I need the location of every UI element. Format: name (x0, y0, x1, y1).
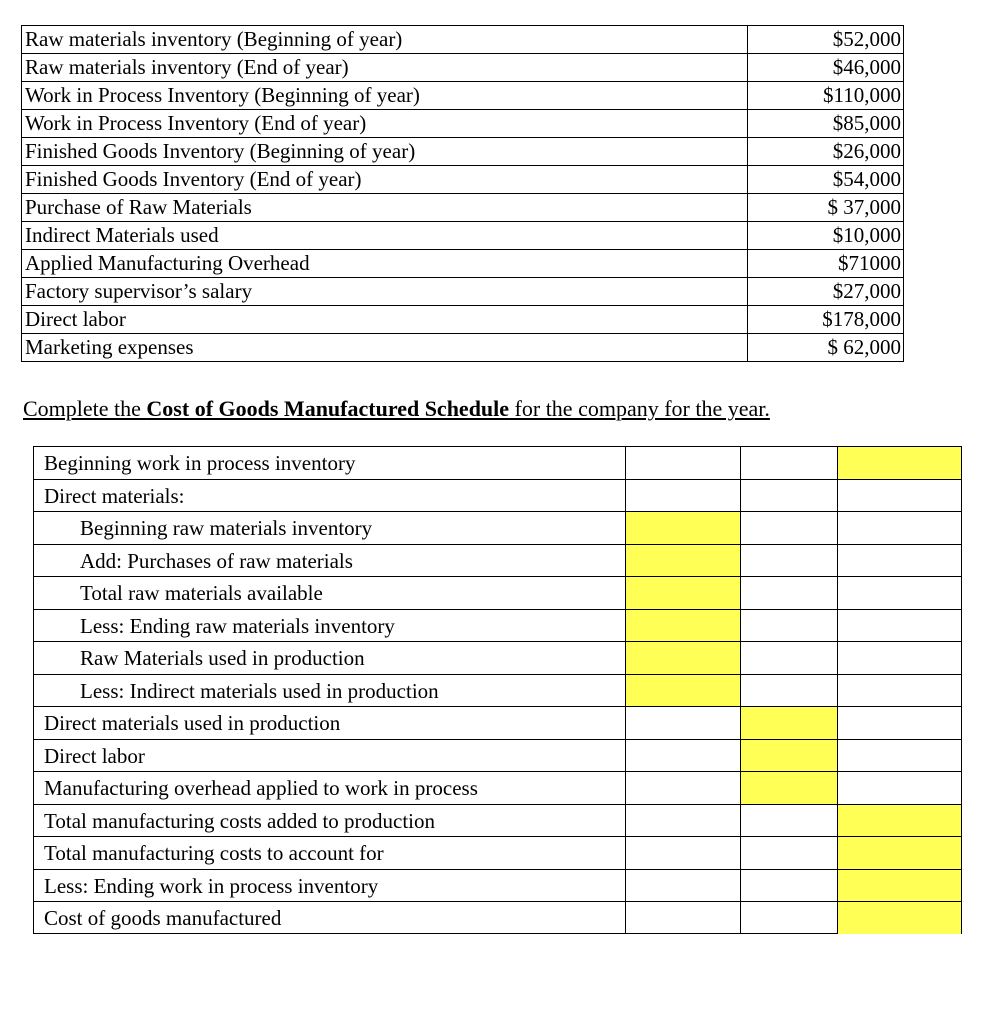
row-amount: $46,000 (748, 54, 904, 82)
answer-input-cell[interactable] (625, 674, 740, 707)
schedule-row (33, 479, 962, 512)
schedule-cell (740, 641, 837, 674)
row-label: Raw materials inventory (End of year) (22, 54, 748, 82)
schedule-cell (740, 479, 837, 512)
schedule-row-label: Raw Materials used in production (33, 641, 625, 674)
schedule-row-label: Add: Purchases of raw materials (33, 544, 625, 577)
row-amount: $54,000 (748, 166, 904, 194)
schedule-row (33, 901, 962, 934)
table-row (22, 166, 904, 194)
row-label: Finished Goods Inventory (Beginning of year) (22, 138, 748, 166)
row-amount: $10,000 (748, 222, 904, 250)
row-amount: $71000 (748, 250, 904, 278)
table-row (22, 110, 904, 138)
table-row (22, 250, 904, 278)
schedule-row (33, 869, 962, 902)
schedule-cell (625, 869, 740, 902)
schedule-cell (625, 739, 740, 772)
schedule-cell (837, 706, 962, 739)
schedule-row (33, 739, 962, 772)
row-amount: $27,000 (748, 278, 904, 306)
table-row (22, 54, 904, 82)
schedule-row-label: Less: Ending raw materials inventory (33, 609, 625, 642)
answer-input-cell[interactable] (837, 804, 962, 837)
row-label: Indirect Materials used (22, 222, 748, 250)
table-row (22, 82, 904, 110)
row-amount: $110,000 (748, 82, 904, 110)
row-label: Marketing expenses (22, 334, 748, 362)
schedule-row-label: Less: Ending work in process inventory (33, 869, 625, 902)
row-amount: $ 37,000 (748, 194, 904, 222)
answer-input-cell[interactable] (740, 706, 837, 739)
schedule-cell (740, 674, 837, 707)
schedule-row (33, 511, 962, 544)
schedule-cell (837, 739, 962, 772)
schedule-cell (837, 511, 962, 544)
answer-input-cell[interactable] (837, 446, 962, 479)
answer-input-cell[interactable] (625, 511, 740, 544)
cogm-schedule (33, 446, 962, 934)
schedule-cell (740, 446, 837, 479)
schedule-row-label: Total manufacturing costs to account for (33, 836, 625, 869)
schedule-row-label: Beginning raw materials inventory (33, 511, 625, 544)
answer-input-cell[interactable] (625, 609, 740, 642)
schedule-row-label: Total raw materials available (33, 576, 625, 609)
schedule-row-label: Total manufacturing costs added to production (33, 804, 625, 837)
schedule-cell (740, 544, 837, 577)
schedule-cell (837, 479, 962, 512)
schedule-row-label: Cost of goods manufactured (33, 901, 625, 934)
schedule-cell (740, 901, 837, 934)
instruction-text (23, 396, 770, 422)
answer-input-cell[interactable] (740, 771, 837, 804)
answer-input-cell[interactable] (837, 869, 962, 902)
schedule-row (33, 674, 962, 707)
table-row (22, 334, 904, 362)
table-row (22, 278, 904, 306)
schedule-cell (625, 479, 740, 512)
schedule-row (33, 609, 962, 642)
schedule-row (33, 836, 962, 869)
schedule-cell (740, 576, 837, 609)
row-amount: $85,000 (748, 110, 904, 138)
answer-input-cell[interactable] (740, 739, 837, 772)
schedule-row (33, 576, 962, 609)
schedule-cell (837, 771, 962, 804)
schedule-cell (740, 609, 837, 642)
table-row (22, 222, 904, 250)
schedule-cell (740, 511, 837, 544)
row-amount: $178,000 (748, 306, 904, 334)
table-row (22, 138, 904, 166)
schedule-row (33, 544, 962, 577)
schedule-cell (625, 706, 740, 739)
row-label: Work in Process Inventory (End of year) (22, 110, 748, 138)
schedule-cell (625, 804, 740, 837)
row-label: Direct labor (22, 306, 748, 334)
schedule-row (33, 706, 962, 739)
answer-input-cell[interactable] (837, 836, 962, 869)
row-label: Finished Goods Inventory (End of year) (22, 166, 748, 194)
schedule-cell (625, 771, 740, 804)
instruction-prefix: Complete the (23, 396, 147, 421)
table-row (22, 26, 904, 54)
row-label: Raw materials inventory (Beginning of year) (22, 26, 748, 54)
schedule-cell (625, 836, 740, 869)
answer-input-cell[interactable] (625, 641, 740, 674)
row-label: Applied Manufacturing Overhead (22, 250, 748, 278)
schedule-cell (837, 674, 962, 707)
row-label: Work in Process Inventory (Beginning of year) (22, 82, 748, 110)
answer-input-cell[interactable] (625, 576, 740, 609)
schedule-row (33, 641, 962, 674)
schedule-cell (837, 641, 962, 674)
schedule-row-label: Manufacturing overhead applied to work in process (33, 771, 625, 804)
row-amount: $ 62,000 (748, 334, 904, 362)
schedule-row (33, 804, 962, 837)
instruction-bold: Cost of Goods Manufactured Schedule (146, 396, 510, 421)
schedule-cell (837, 576, 962, 609)
schedule-row (33, 446, 962, 479)
table-row (22, 306, 904, 334)
schedule-row-label: Direct labor (33, 739, 625, 772)
schedule-cell (625, 446, 740, 479)
row-amount: $26,000 (748, 138, 904, 166)
schedule-cell (837, 609, 962, 642)
schedule-cell (625, 901, 740, 934)
instruction-suffix: for the company for the year. (509, 396, 770, 421)
schedule-row (33, 771, 962, 804)
schedule-row-label: Direct materials: (33, 479, 625, 512)
table-row (22, 194, 904, 222)
row-amount: $52,000 (748, 26, 904, 54)
answer-input-cell[interactable] (625, 544, 740, 577)
schedule-cell (837, 544, 962, 577)
schedule-cell (740, 836, 837, 869)
row-label: Purchase of Raw Materials (22, 194, 748, 222)
schedule-row-label: Direct materials used in production (33, 706, 625, 739)
answer-input-cell[interactable] (837, 901, 962, 934)
schedule-cell (740, 869, 837, 902)
schedule-row-label: Beginning work in process inventory (33, 446, 625, 479)
schedule-row-label: Less: Indirect materials used in production (33, 674, 625, 707)
schedule-cell (740, 804, 837, 837)
row-label: Factory supervisor’s salary (22, 278, 748, 306)
inventory-data-table (21, 25, 904, 362)
